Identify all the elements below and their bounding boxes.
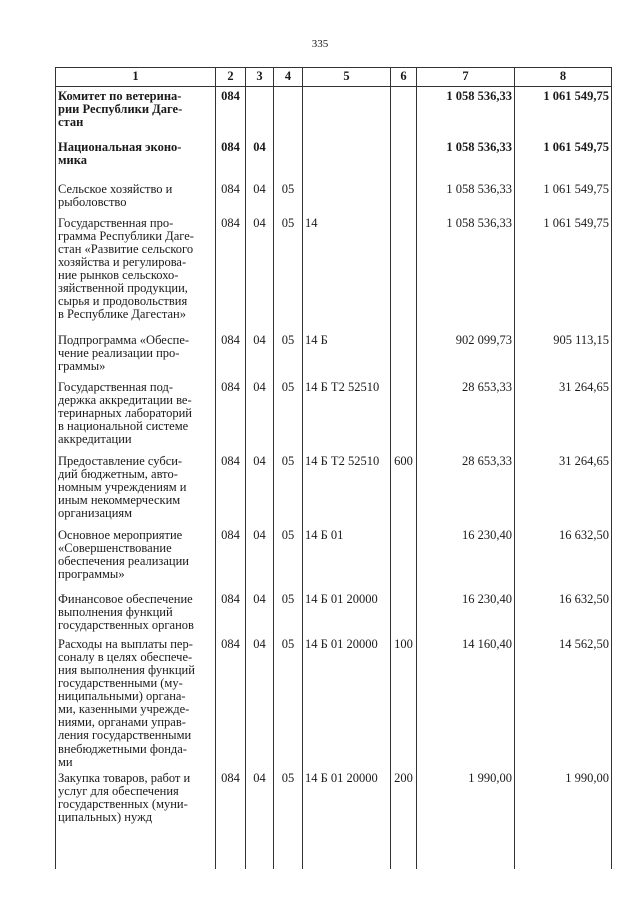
section-code-cell: 04: [246, 769, 274, 869]
subsection-code-cell: 05: [274, 526, 303, 590]
table-row: [56, 331, 612, 378]
amount-year2-cell: 16 632,50: [515, 590, 612, 635]
target-article-cell: 14 Б 01: [303, 526, 391, 590]
expense-type-cell: 200: [391, 769, 417, 869]
amount-year2-cell: 1 061 549,75: [515, 214, 612, 331]
table-row: [56, 635, 612, 769]
expense-type-cell: [391, 378, 417, 452]
column-header: 2: [216, 68, 246, 87]
table-row: [56, 138, 612, 180]
amount-year1-cell: 1 058 536,33: [417, 87, 515, 138]
section-code-cell: 04: [246, 635, 274, 769]
admin-code-cell: 084: [216, 214, 246, 331]
row-name-cell: Предоставление субси- дий бюджетным, авто- номным учреждениям и иным некоммерческим организациям: [56, 452, 216, 526]
expense-type-cell: [391, 214, 417, 331]
expense-type-cell: [391, 526, 417, 590]
admin-code-cell: 084: [216, 331, 246, 378]
amount-year1-cell: 16 230,40: [417, 526, 515, 590]
expense-type-cell: 100: [391, 635, 417, 769]
amount-year2-cell: 905 113,15: [515, 331, 612, 378]
amount-year1-cell: 1 058 536,33: [417, 138, 515, 180]
subsection-code-cell: [274, 87, 303, 138]
admin-code-cell: 084: [216, 180, 246, 214]
subsection-code-cell: 05: [274, 180, 303, 214]
target-article-cell: [303, 180, 391, 214]
row-name-cell: Подпрограмма «Обеспе- чение реализации про- граммы»: [56, 331, 216, 378]
table-row: [56, 180, 612, 214]
amount-year1-cell: 16 230,40: [417, 590, 515, 635]
subsection-code-cell: 05: [274, 769, 303, 869]
subsection-code-cell: 05: [274, 452, 303, 526]
row-name-cell: Государственная под- держка аккредитации ве- теринарных лабораторий в национальной системе аккредитации: [56, 378, 216, 452]
column-header: 7: [417, 68, 515, 87]
column-header: 4: [274, 68, 303, 87]
table-row: [56, 214, 612, 331]
target-article-cell: 14 Б 01 20000: [303, 590, 391, 635]
amount-year1-cell: 902 099,73: [417, 331, 515, 378]
admin-code-cell: 084: [216, 526, 246, 590]
section-code-cell: 04: [246, 452, 274, 526]
target-article-cell: 14 Б Т2 52510: [303, 452, 391, 526]
amount-year2-cell: 1 061 549,75: [515, 180, 612, 214]
admin-code-cell: 084: [216, 87, 246, 138]
amount-year2-cell: 31 264,65: [515, 378, 612, 452]
admin-code-cell: 084: [216, 138, 246, 180]
section-code-cell: 04: [246, 331, 274, 378]
target-article-cell: 14 Б 01 20000: [303, 769, 391, 869]
subsection-code-cell: [274, 138, 303, 180]
subsection-code-cell: 05: [274, 331, 303, 378]
row-name-cell: Комитет по ветерина- рии Республики Даге- стан: [56, 87, 216, 138]
amount-year2-cell: 1 990,00: [515, 769, 612, 869]
target-article-cell: 14 Б Т2 52510: [303, 378, 391, 452]
row-name-cell: Национальная эконо- мика: [56, 138, 216, 180]
subsection-code-cell: 05: [274, 635, 303, 769]
column-header: 5: [303, 68, 391, 87]
target-article-cell: 14 Б: [303, 331, 391, 378]
column-header: 8: [515, 68, 612, 87]
amount-year2-cell: 31 264,65: [515, 452, 612, 526]
amount-year2-cell: 14 562,50: [515, 635, 612, 769]
table-row: [56, 526, 612, 590]
subsection-code-cell: 05: [274, 378, 303, 452]
expense-type-cell: [391, 87, 417, 138]
column-header: 6: [391, 68, 417, 87]
column-header: 1: [56, 68, 216, 87]
section-code-cell: 04: [246, 138, 274, 180]
amount-year1-cell: 14 160,40: [417, 635, 515, 769]
subsection-code-cell: 05: [274, 214, 303, 331]
row-name-cell: Расходы на выплаты пер- соналу в целях обеспече- ния выполнения функций государственными (му- ниципальными) органа- ми, казенными учрежде- ниями, органами управ- ления государственными внебюджетными фонда- ми: [56, 635, 216, 769]
amount-year1-cell: 28 653,33: [417, 452, 515, 526]
target-article-cell: [303, 138, 391, 180]
section-code-cell: 04: [246, 590, 274, 635]
target-article-cell: 14 Б 01 20000: [303, 635, 391, 769]
row-name-cell: Государственная про- грамма Республики Даге- стан «Развитие сельского хозяйства и регулирова- ние рынков сельскохо- зяйственной продукции, сырья и продовольствия в Республике Дагестан»: [56, 214, 216, 331]
admin-code-cell: 084: [216, 590, 246, 635]
table-row: [56, 87, 612, 138]
table-row: [56, 590, 612, 635]
target-article-cell: [303, 87, 391, 138]
admin-code-cell: 084: [216, 769, 246, 869]
target-article-cell: 14: [303, 214, 391, 331]
subsection-code-cell: 05: [274, 590, 303, 635]
admin-code-cell: 084: [216, 635, 246, 769]
row-name-cell: Основное мероприятие «Совершенствование обеспечения реализации программы»: [56, 526, 216, 590]
amount-year2-cell: 16 632,50: [515, 526, 612, 590]
table-row: [56, 378, 612, 452]
section-code-cell: 04: [246, 378, 274, 452]
admin-code-cell: 084: [216, 452, 246, 526]
section-code-cell: [246, 87, 274, 138]
row-name-cell: Сельское хозяйство и рыболовство: [56, 180, 216, 214]
budget-table: [55, 67, 612, 869]
table-row: [56, 769, 612, 869]
expense-type-cell: [391, 138, 417, 180]
section-code-cell: 04: [246, 214, 274, 331]
section-code-cell: 04: [246, 180, 274, 214]
amount-year1-cell: 1 990,00: [417, 769, 515, 869]
expense-type-cell: 600: [391, 452, 417, 526]
expense-type-cell: [391, 331, 417, 378]
admin-code-cell: 084: [216, 378, 246, 452]
expense-type-cell: [391, 590, 417, 635]
row-name-cell: Финансовое обеспечение выполнения функций государственных органов: [56, 590, 216, 635]
section-code-cell: 04: [246, 526, 274, 590]
amount-year1-cell: 28 653,33: [417, 378, 515, 452]
amount-year2-cell: 1 061 549,75: [515, 87, 612, 138]
column-header: 3: [246, 68, 274, 87]
row-name-cell: Закупка товаров, работ и услуг для обеспечения государственных (муни- ципальных) нужд: [56, 769, 216, 869]
amount-year1-cell: 1 058 536,33: [417, 214, 515, 331]
expense-type-cell: [391, 180, 417, 214]
table-row: [56, 452, 612, 526]
amount-year2-cell: 1 061 549,75: [515, 138, 612, 180]
amount-year1-cell: 1 058 536,33: [417, 180, 515, 214]
page-number: 335: [311, 38, 329, 50]
header-row: [56, 68, 612, 87]
